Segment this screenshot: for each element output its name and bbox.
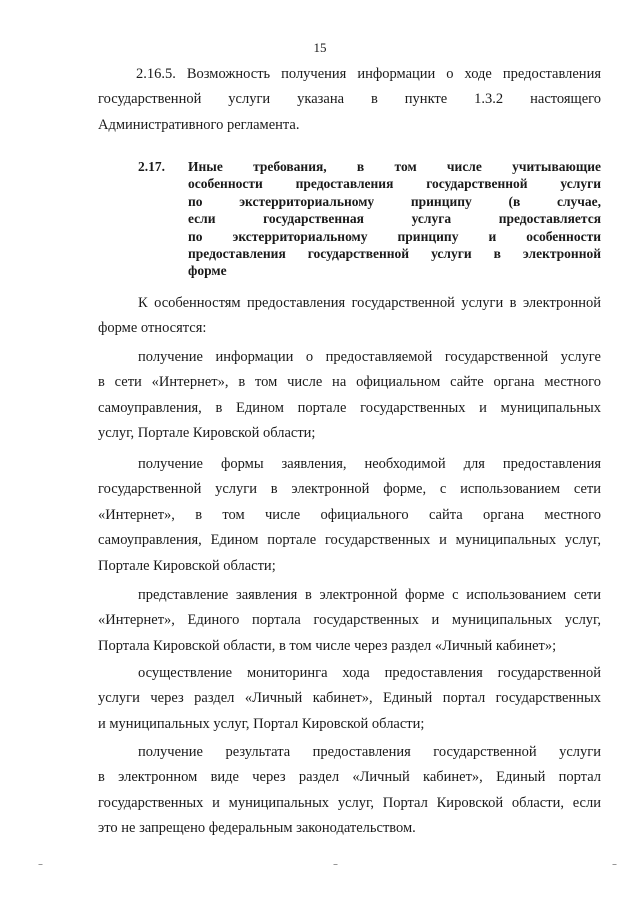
- heading-line: по экстерриториальному принципу и особенности: [188, 228, 601, 244]
- section-title: [188, 158, 601, 280]
- heading-line: Иные требования, в том числе учитывающие: [188, 159, 601, 174]
- paragraph-line: представление заявления в электронной форме с использованием сети: [138, 587, 601, 603]
- paragraph-line: форме относятся:: [98, 320, 207, 337]
- list-item-info: [98, 345, 601, 447]
- paragraph-line: получение информации о предоставляемой государственной услуге: [138, 349, 601, 365]
- paragraph-line: это не запрещено федеральным законодательством.: [98, 820, 416, 837]
- scan-mark: ....: [38, 858, 42, 867]
- paragraph-line: государственных и муниципальных услуг, Портал Кировской области, если: [98, 794, 601, 811]
- paragraph-line: получение формы заявления, необходимой для предоставления: [138, 456, 601, 472]
- page-number: 15: [313, 40, 327, 55]
- scan-mark: ....: [612, 858, 616, 867]
- heading-line: по экстерриториальному принципу (в случае,: [188, 193, 601, 209]
- paragraph-line: 2.16.5. Возможность получения информации о ходе предоставления: [136, 66, 601, 82]
- list-item-monitoring: [98, 661, 601, 737]
- paragraph-line: Портала Кировской области, в том числе через раздел «Личный кабинет»;: [98, 637, 557, 654]
- heading-line: предоставления государственной услуги в электронной: [188, 245, 601, 261]
- section-number: 2.17.: [138, 159, 165, 174]
- scan-footer-marks: [0, 858, 640, 868]
- scan-mark: ....: [333, 858, 337, 867]
- paragraph-line: самоуправления, Едином портале государственных и муниципальных услуг,: [98, 532, 601, 549]
- heading-line: форме: [188, 263, 227, 279]
- paragraph-2-16-5: [98, 62, 601, 138]
- paragraph-line: Портале Кировской области;: [98, 557, 276, 574]
- paragraph-line: «Интернет», Единого портала государственных и муниципальных услуг,: [98, 612, 601, 629]
- paragraph-line: самоуправления, в Едином портале государственных и муниципальных: [98, 399, 601, 416]
- heading-line: особенности предоставления государственной услуги: [188, 176, 601, 192]
- list-item-submission: [98, 583, 601, 659]
- paragraph-line: Административного регламента.: [98, 116, 300, 133]
- paragraph-line: получение результата предоставления государственной услуги: [138, 744, 601, 760]
- paragraph-intro: [98, 291, 601, 342]
- paragraph-line: в сети «Интернет», в том числе на официальном сайте органа местного: [98, 374, 601, 391]
- paragraph-line: услуги через раздел «Личный кабинет», Единый портал государственных: [98, 690, 601, 707]
- paragraph-line: государственной услуги указана в пункте 1.3.2 настоящего: [98, 91, 601, 108]
- list-item-form: [98, 452, 601, 579]
- paragraph-line: услуг, Портале Кировской области;: [98, 425, 316, 442]
- paragraph-line: в электронном виде через раздел «Личный кабинет», Единый портал: [98, 769, 601, 786]
- paragraph-line: «Интернет», в том числе официального сайта органа местного: [98, 506, 601, 523]
- section-heading-2-17: [138, 158, 601, 280]
- heading-line: если государственная услуга предоставляется: [188, 211, 601, 227]
- list-item-result: [98, 740, 601, 842]
- paragraph-line: К особенностям предоставления государственной услуги в электронной: [138, 295, 601, 311]
- paragraph-line: осуществление мониторинга хода предоставления государственной: [138, 665, 601, 681]
- paragraph-line: и муниципальных услуг, Портал Кировской области;: [98, 715, 425, 732]
- paragraph-line: государственной услуги в электронной форме, с использованием сети: [98, 481, 601, 498]
